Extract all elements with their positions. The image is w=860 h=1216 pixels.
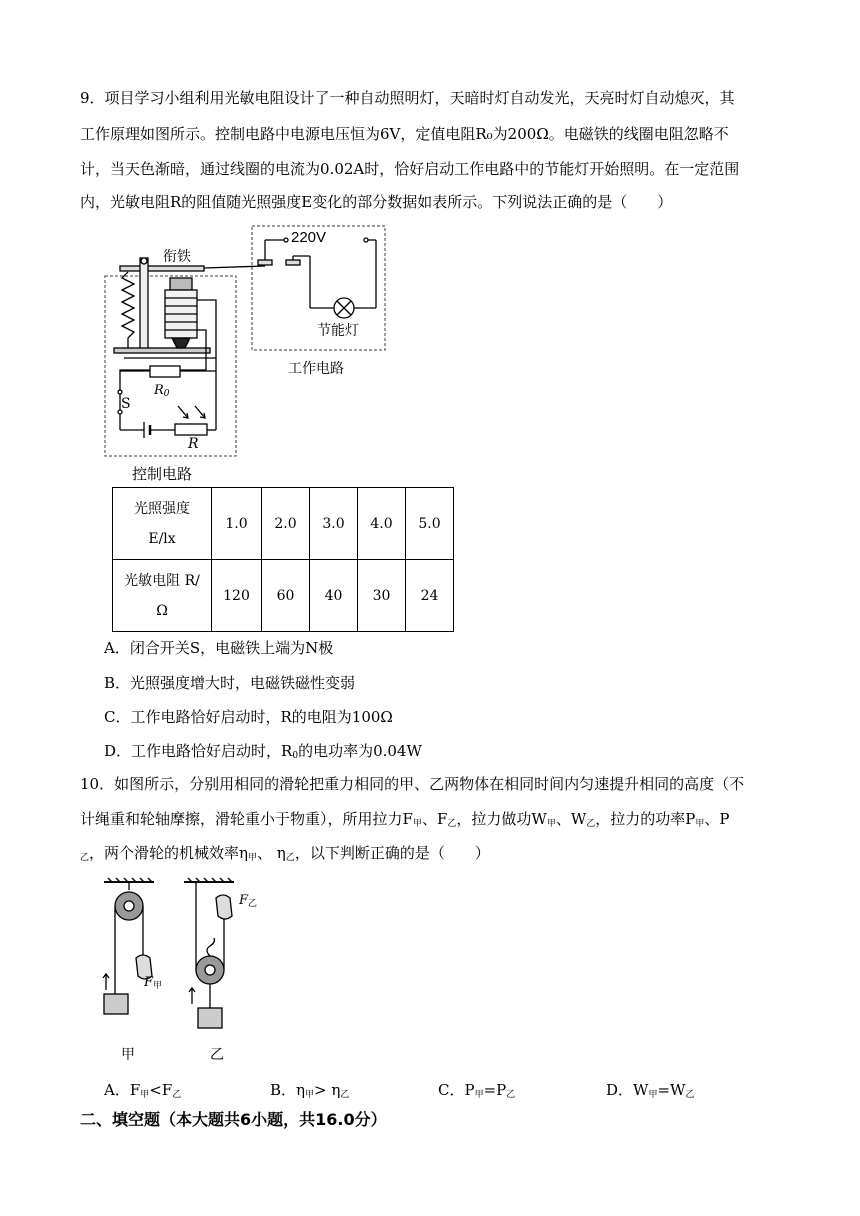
q10-line-3: $_乙$，两个滑轮的机械效率$\eta_甲$、 $\eta_乙$，以下判断正确的是（ ） — [80, 844, 490, 863]
table-cell: 30 — [358, 560, 406, 632]
r0-resistor — [150, 366, 180, 377]
spring — [122, 272, 134, 348]
electromagnet-top — [170, 278, 192, 290]
q10-option-b: B．$\eta_甲> \eta_乙$ — [270, 1081, 350, 1100]
base-plate — [114, 348, 210, 353]
table-header-resistance: 光敏电阻 R/ Ω — [113, 560, 212, 632]
table-cell: 40 — [310, 560, 358, 632]
table-cell: 1.0 — [212, 488, 262, 560]
label-switch: S — [121, 396, 131, 412]
label-f-jia: $F_甲$ — [144, 975, 163, 991]
q10-line-2: 计绳重和轮轴摩擦，滑轮重小于物重），所用拉力$F_甲$、$F_乙$，拉力做功$W_甲$、$W_乙$，拉力的功率$P_甲$、P — [80, 810, 730, 829]
q10-line-1: 10．如图所示，分别用相同的滑轮把重力相同的甲、乙两物体在相同时间内匀速提升相同的高度（不 — [80, 775, 745, 793]
label-f-yi: $F_乙$ — [239, 893, 258, 909]
hand-yi-icon — [216, 895, 232, 919]
table-header-illuminance: 光照强度 E/lx — [113, 488, 212, 560]
q9-line-2: 工作原理如图所示。控制电路中电源电压恒为6V，定值电阻R₀为200Ω。电磁铁的线圈电阻忽略不 — [80, 125, 729, 143]
q10-pulley-diagram — [96, 876, 256, 1036]
label-r: R — [188, 436, 199, 452]
table-cell: 3.0 — [310, 488, 358, 560]
table-row — [113, 488, 454, 560]
q9-line-4: 内，光敏电阻R的阻值随光照强度E变化的部分数据如表所示。下列说法正确的是（ ） — [80, 193, 673, 211]
table-cell: 60 — [262, 560, 310, 632]
table-cell: 24 — [406, 560, 454, 632]
q9-circuit-diagram — [100, 220, 400, 482]
q9-option-c: C．工作电路恰好启动时，R的电阻为100Ω — [104, 708, 393, 726]
q9-option-d: D．工作电路恰好启动时，$R_0$的电功率为0.04W — [104, 742, 422, 761]
q9-data-table — [112, 487, 454, 632]
armature-bar — [120, 266, 204, 271]
q10-option-a: A．$F_甲<F_乙$ — [104, 1081, 182, 1100]
table-cell: 2.0 — [262, 488, 310, 560]
q10-option-c: C．$P_甲=P_乙$ — [438, 1081, 516, 1100]
switch-s — [118, 390, 122, 394]
label-control-circuit: 控制电路 — [132, 465, 193, 483]
pivot-post — [140, 258, 148, 350]
table-cell: 4.0 — [358, 488, 406, 560]
q9-line-3: 计，当天色渐暗，通过线圈的电流为0.02A时，恰好启动工作电路中的节能灯开始照明。在一定范围 — [80, 160, 740, 178]
q9-line-1: 9．项目学习小组利用光敏电阻设计了一种自动照明灯，天暗时灯自动发光，天亮时灯自动熄灭，其 — [80, 89, 735, 107]
label-work-circuit: 工作电路 — [288, 361, 344, 377]
section-heading-fill-in: 二、填空题（本大题共6小题，共16.0分） — [80, 1110, 387, 1129]
q9-option-a: A．闭合开关S，电磁铁上端为N极 — [104, 639, 334, 657]
weight-jia — [104, 994, 128, 1014]
label-lamp: 节能灯 — [317, 323, 359, 339]
label-r0: $R_0$ — [154, 383, 170, 399]
label-yi: 乙 — [210, 1047, 224, 1063]
label-armature: 衔铁 — [163, 249, 191, 265]
q9-option-b: B．光照强度增大时，电磁铁磁性变弱 — [104, 674, 356, 692]
table-cell: 120 — [212, 560, 262, 632]
table-cell: 5.0 — [406, 488, 454, 560]
table-row — [113, 560, 454, 632]
weight-yi — [198, 1008, 222, 1028]
photoresistor-r — [175, 424, 207, 435]
label-jia: 甲 — [121, 1047, 135, 1063]
q10-option-d: D．$W_甲=W_乙$ — [606, 1081, 695, 1100]
label-voltage: 220V — [291, 229, 327, 246]
